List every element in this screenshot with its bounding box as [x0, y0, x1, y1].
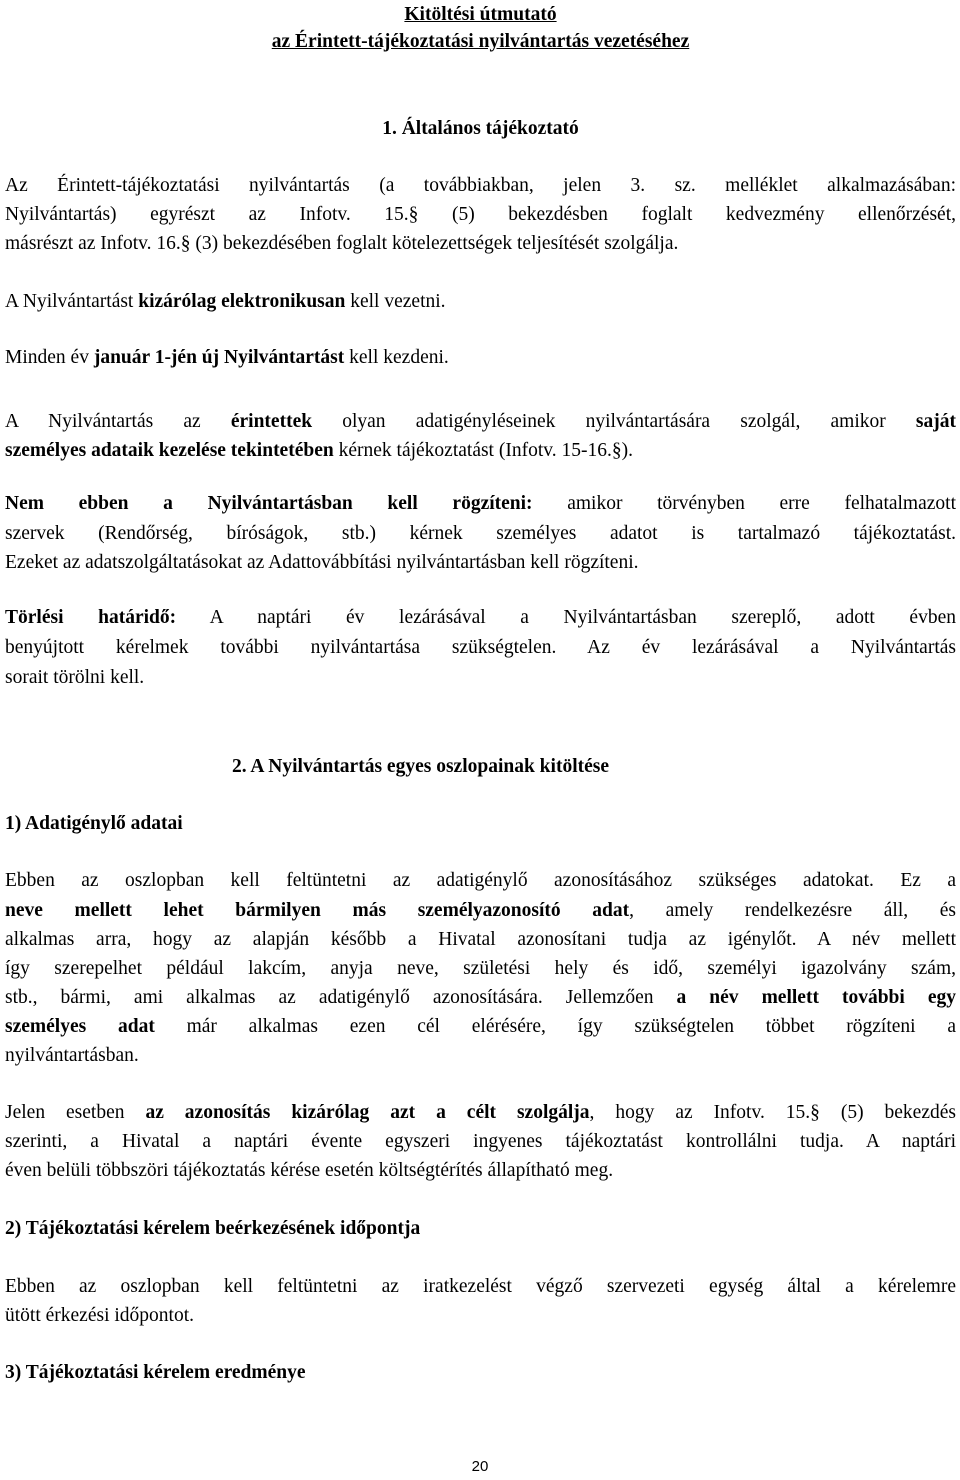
paragraph-line: alkalmas arra, hogy az alapján később a Hivatal azonosítani tudja az igénylőt. A név mellett — [5, 929, 956, 950]
paragraph-line: másrészt az Infotv. 16.§ (3) bekezdésében foglalt kötelezettségek teljesítését szolgálja. — [5, 233, 679, 254]
paragraph-line: éven belüli többszöri tájékoztatás kérése esetén költségtérítés állapítható meg. — [5, 1160, 614, 1181]
subsection-1-heading: 1) Adatigénylő adatai — [5, 813, 183, 834]
subsection-2-heading: 2) Tájékoztatási kérelem beérkezésének időpontja — [5, 1218, 421, 1239]
paragraph-line: Törlési határidő: A naptári év lezárásával a Nyilvántartásban szereplő, adott évben — [5, 607, 956, 628]
paragraph-line: ütött érkezési időpontot. — [5, 1305, 195, 1326]
paragraph-line: Nyilvántartás) egyrészt az Infotv. 15.§ (5) bekezdésben foglalt kedvezmény ellenőrzését, — [5, 204, 956, 225]
document-title: Kitöltési útmutató — [404, 4, 557, 25]
paragraph-line: sorait törölni kell. — [5, 667, 145, 688]
subsection-3-heading: 3) Tájékoztatási kérelem eredménye — [5, 1362, 306, 1383]
section-2-heading: 2. A Nyilvántartás egyes oszlopainak kitöltése — [232, 756, 610, 777]
paragraph-line: Jelen esetben az azonosítás kizárólag azt a célt szolgálja, hogy az Infotv. 15.§ (5) bekezdés — [5, 1102, 956, 1123]
page-number: 20 — [471, 1458, 489, 1475]
paragraph-line: szervek (Rendőrség, bíróságok, stb.) kérnek személyes adatot is tartalmazó tájékoztatást. — [5, 523, 956, 544]
section-1-heading: 1. Általános tájékoztató — [382, 118, 579, 139]
paragraph-line: Ebben az oszlopban kell feltüntetni az iratkezelést végző szervezeti egység által a kérelemre — [5, 1276, 956, 1297]
paragraph-line: benyújtott kérelmek további nyilvántartása szükségtelen. Az év lezárásával a Nyilvántartás — [5, 637, 956, 658]
paragraph-line: Az Érintett-tájékoztatási nyilvántartás (a továbbiakban, jelen 3. sz. melléklet alkalmazásában: — [5, 175, 956, 196]
paragraph-line: Nem ebben a Nyilvántartásban kell rögzíteni: amikor törvényben erre felhatalmazott — [5, 493, 957, 514]
paragraph-line: nyilvántartásban. — [5, 1045, 139, 1066]
paragraph-line: személyes adataik kezelése tekintetében kérnek tájékoztatást (Infotv. 15-16.§). — [5, 440, 633, 461]
document-subtitle: az Érintett-tájékoztatási nyilvántartás vezetéséhez — [271, 31, 690, 52]
paragraph-line: neve mellett lehet bármilyen más személyazonosító adat, amely rendelkezésre áll, és — [5, 900, 956, 921]
paragraph-line: személyes adat már alkalmas ezen cél elérésére, így szükségtelen többet rögzíteni a — [5, 1016, 956, 1037]
paragraph-line: Ezeket az adatszolgáltatásokat az Adattovábbítási nyilvántartásban kell rögzíteni. — [5, 552, 639, 573]
paragraph-line: A Nyilvántartás az érintettek olyan adatigényléseinek nyilvántartására szolgál, amikor saját — [5, 411, 956, 432]
paragraph-january: Minden év január 1-jén új Nyilvántartást kell kezdeni. — [5, 347, 449, 368]
paragraph-line: így szerepelhet például lakcím, anyja neve, születési hely és idő, személyi igazolvány szám, — [5, 958, 956, 979]
paragraph-line: stb., bármi, ami alkalmas az adatigénylő azonosítására. Jellemzően a név mellett további egy — [5, 987, 956, 1008]
paragraph-electronic: A Nyilvántartást kizárólag elektronikusan kell vezetni. — [5, 291, 446, 312]
paragraph-line: szerinti, a Hivatal a naptári évente egyszeri ingyenes tájékoztatást kontrollálni tudja. A naptári — [5, 1131, 956, 1152]
paragraph-line: Ebben az oszlopban kell feltüntetni az adatigénylő azonosításához szükséges adatokat. Ez a — [5, 870, 956, 891]
